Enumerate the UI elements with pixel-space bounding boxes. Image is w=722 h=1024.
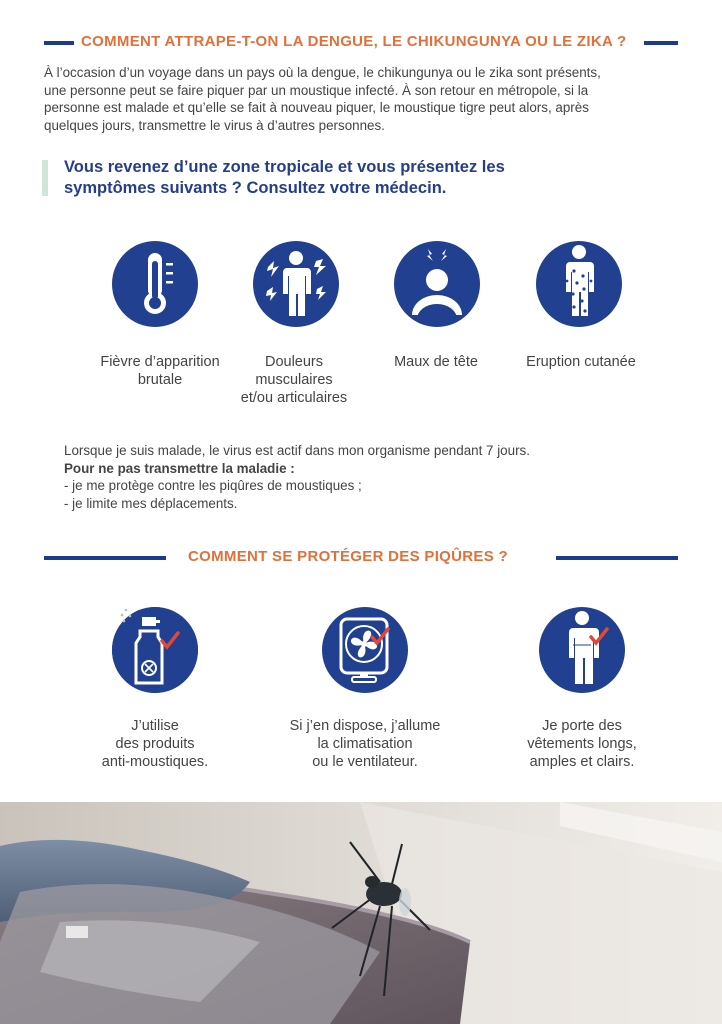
section-heading-protection <box>0 548 722 570</box>
heading-rule-left <box>44 41 74 45</box>
thermometer-icon <box>112 241 198 327</box>
intro-line: une personne peut se faire piquer par un moustique infecté. À son retour en métropole, si la <box>44 82 589 98</box>
illness-bullet: - je limite mes déplacements. <box>64 495 238 511</box>
illness-bullet: - je me protège contre les piqûres de moustiques ; <box>64 478 362 493</box>
illness-paragraph <box>64 442 664 512</box>
headache-icon <box>394 241 480 327</box>
symptom-caption-muscle-pain: Douleurs musculaires et/ou articulaires <box>240 354 348 406</box>
intro-line: À l’occasion d’un voyage dans un pays où la dengue, le chikungunya ou le zika sont présents, <box>44 65 601 80</box>
protection-caption-repellent: J’utilise des produits anti-moustiques. <box>101 718 209 770</box>
fan-icon <box>322 607 408 693</box>
section-title: COMMENT ATTRAPE-T-ON LA DENGUE, LE CHIKUNGUNYA OU LE ZIKA ? <box>81 33 627 50</box>
symptom-caption-fever: Fièvre d’apparition brutale <box>100 354 220 388</box>
illness-line: Lorsque je suis malade, le virus est actif dans mon organisme pendant 7 jours. <box>64 443 530 458</box>
callout-text <box>64 157 584 199</box>
section-title: COMMENT SE PROTÉGER DES PIQÛRES ? <box>188 548 508 565</box>
suitcase-mosquito-photo <box>0 802 722 1024</box>
rash-icon <box>536 241 622 327</box>
long-clothes-icon <box>539 607 625 693</box>
callout-accent-bar <box>42 160 48 196</box>
symptom-caption-headache: Maux de tête <box>394 354 478 370</box>
illness-subheading: Pour ne pas transmettre la maladie : <box>64 460 295 476</box>
intro-line: personne est malade et qu’elle se fait à nouveau piquer, le moustique tigre peut alors, après <box>44 100 589 115</box>
intro-paragraph <box>44 64 680 134</box>
heading-rule-left <box>44 556 166 560</box>
muscle-pain-icon <box>253 241 339 327</box>
callout-line: symptômes suivants ? Consultez votre médecin. <box>64 179 447 197</box>
section-heading-transmission <box>0 33 722 55</box>
heading-rule-right <box>644 41 678 45</box>
callout-line: Vous revenez d’une zone tropicale et vous présentez les <box>64 158 505 176</box>
heading-rule-right <box>556 556 678 560</box>
protection-caption-clothes: Je porte des vêtements longs, amples et clairs. <box>527 718 637 770</box>
intro-line: quelques jours, transmettre le virus à d’autres personnes. <box>44 117 385 133</box>
symptom-caption-rash: Eruption cutanée <box>526 354 636 370</box>
repellent-spray-icon <box>112 607 198 693</box>
protection-caption-fan: Si j’en dispose, j’allume la climatisation ou le ventilateur. <box>289 718 441 770</box>
